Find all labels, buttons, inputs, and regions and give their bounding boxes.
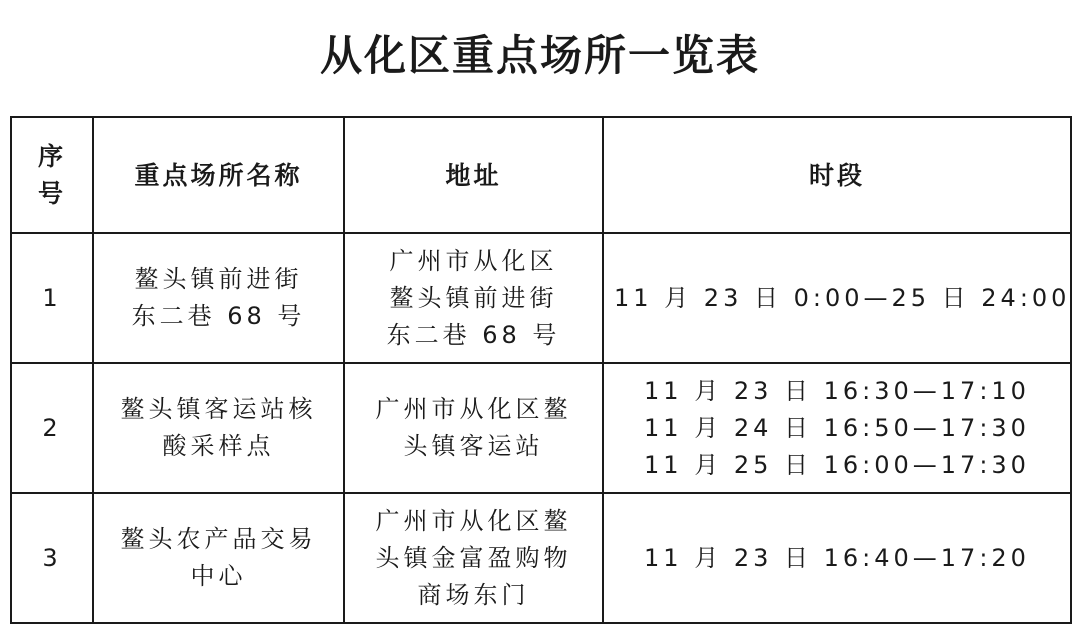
header-index-line: 序: [37, 142, 66, 171]
period-line: 11 月 23 日 0:00—25 日 24:00: [614, 283, 1071, 312]
table-row: [11, 493, 1071, 623]
period-cell: [603, 363, 1071, 493]
site-name-line: 鳌头农产品交易: [120, 525, 317, 553]
address-line: 头镇客运站: [403, 432, 544, 460]
row-index: 1: [11, 233, 93, 363]
page-title: 从化区重点场所一览表: [319, 31, 760, 80]
site-name-line: 鳌头镇客运站核: [120, 395, 317, 423]
address-line: 商场东门: [417, 580, 530, 609]
period-line: 11 月 23 日 16:40—17:20: [644, 543, 1030, 572]
address-cell: [344, 363, 603, 493]
period-cell: [603, 233, 1071, 363]
address-cell: [344, 493, 603, 623]
header-site-name: 重点场所名称: [93, 117, 344, 233]
site-name-line: 鳌头镇前进街: [134, 265, 303, 293]
period-line: 11 月 24 日 16:50—17:30: [644, 413, 1030, 442]
site-name-cell: [93, 493, 344, 623]
table-row: [11, 363, 1071, 493]
address-line: 广州市从化区: [389, 246, 558, 275]
address-line: 广州市从化区鳌: [375, 506, 572, 535]
address-line: 东二巷 68 号: [386, 320, 561, 349]
site-name-cell: [93, 363, 344, 493]
header-index: [11, 117, 93, 233]
site-name-line: 酸采样点: [162, 432, 275, 460]
period-cell: [603, 493, 1071, 623]
address-line: 广州市从化区鳌: [375, 395, 572, 423]
header-address: 地址: [344, 117, 603, 233]
site-name-cell: [93, 233, 344, 363]
row-index: 3: [11, 493, 93, 623]
address-line: 头镇金富盈购物: [375, 543, 572, 572]
period-line: 11 月 23 日 16:30—17:10: [644, 376, 1030, 405]
header-period: 时段: [603, 117, 1071, 233]
key-sites-table: [10, 116, 1072, 624]
header-index-line: 号: [37, 179, 66, 208]
period-line: 11 月 25 日 16:00—17:30: [644, 450, 1030, 479]
table-header-row: [11, 117, 1071, 233]
site-name-line: 东二巷 68 号: [131, 302, 306, 330]
table-row: [11, 233, 1071, 363]
site-name-line: 中心: [190, 562, 247, 590]
address-line: 鳌头镇前进街: [389, 283, 558, 312]
row-index: 2: [11, 363, 93, 493]
address-cell: [344, 233, 603, 363]
